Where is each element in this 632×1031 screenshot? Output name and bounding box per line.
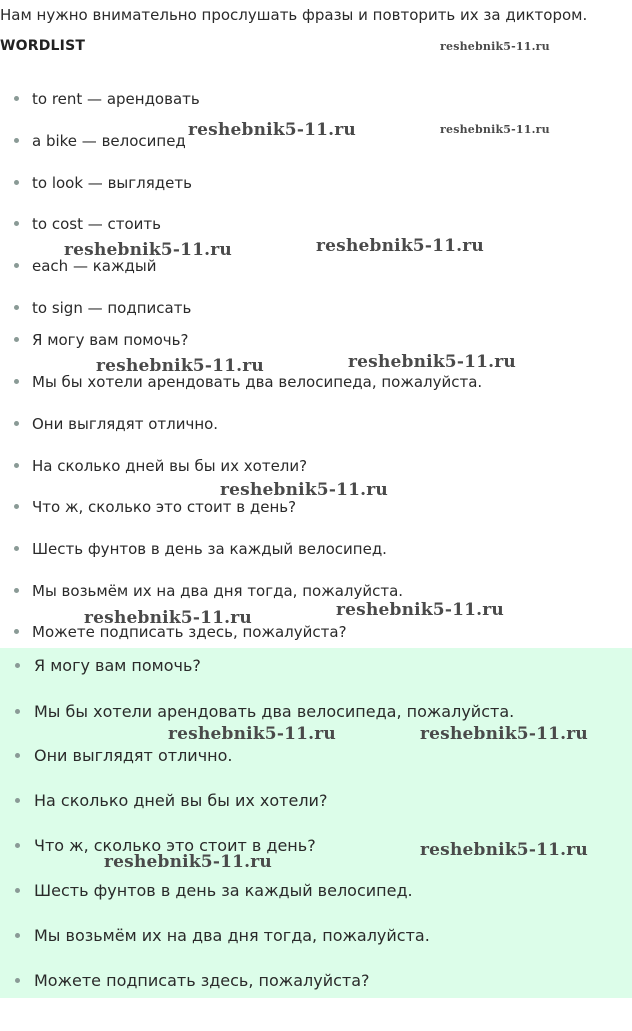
bullet-icon xyxy=(14,180,19,185)
bullet-icon xyxy=(15,933,20,938)
list-item xyxy=(15,970,370,992)
list-item-text: to rent — арендовать xyxy=(32,90,200,108)
watermark: reshebnik5-11.ru xyxy=(104,852,272,872)
list-item-text: Они выглядят отлично. xyxy=(34,746,233,765)
list-item-text: Что ж, сколько это стоит в день? xyxy=(32,498,297,516)
translation-block xyxy=(0,648,632,998)
watermark: reshebnik5-11.ru xyxy=(440,123,550,136)
bullet-icon xyxy=(14,504,19,509)
watermark: reshebnik5-11.ru xyxy=(84,608,252,628)
list-item xyxy=(14,455,307,477)
bullet-icon xyxy=(15,753,20,758)
list-item-text: Мы возьмём их на два дня тогда, пожалуйста. xyxy=(34,926,430,945)
list-item xyxy=(15,790,327,812)
bullet-icon xyxy=(14,96,19,101)
bullet-icon xyxy=(14,546,19,551)
watermark: reshebnik5-11.ru xyxy=(336,600,504,620)
list-item-text: each — каждый xyxy=(32,257,157,275)
list-item-text: Можете подписать здесь, пожалуйста? xyxy=(32,623,347,641)
watermark: reshebnik5-11.ru xyxy=(220,480,388,500)
bullet-icon xyxy=(15,978,20,983)
watermark: reshebnik5-11.ru xyxy=(168,724,336,744)
list-item-text: to look — выглядеть xyxy=(32,174,192,192)
bullet-icon xyxy=(14,629,19,634)
list-item xyxy=(14,329,188,351)
watermark: reshebnik5-11.ru xyxy=(440,40,550,53)
bullet-icon xyxy=(14,463,19,468)
bullet-icon xyxy=(15,843,20,848)
list-item xyxy=(15,701,514,723)
list-item xyxy=(14,88,200,110)
list-item xyxy=(15,925,430,947)
list-item-text: to cost — стоить xyxy=(32,215,161,233)
intro-text: Нам нужно внимательно прослушать фразы и повторить их за диктором. xyxy=(0,6,588,24)
list-item-text: Я могу вам помочь? xyxy=(32,331,189,349)
list-item xyxy=(14,413,218,435)
bullet-icon xyxy=(15,663,20,668)
list-item-text: Шесть фунтов в день за каждый велосипед. xyxy=(34,881,413,900)
bullet-icon xyxy=(14,263,19,268)
watermark: reshebnik5-11.ru xyxy=(420,840,588,860)
bullet-icon xyxy=(15,798,20,803)
bullet-icon xyxy=(14,421,19,426)
bullet-icon xyxy=(14,379,19,384)
watermark: reshebnik5-11.ru xyxy=(348,352,516,372)
bullet-icon xyxy=(15,888,20,893)
list-item-text: Мы бы хотели арендовать два велосипеда, пожалуйста. xyxy=(34,702,515,721)
bullet-icon xyxy=(14,337,19,342)
list-item xyxy=(14,580,403,602)
watermark: reshebnik5-11.ru xyxy=(64,240,232,260)
watermark: reshebnik5-11.ru xyxy=(188,120,356,140)
wordlist-heading: WORDLIST xyxy=(0,38,86,54)
list-item xyxy=(14,538,387,560)
list-item-text: Что ж, сколько это стоит в день? xyxy=(34,836,316,855)
watermark: reshebnik5-11.ru xyxy=(96,356,264,376)
list-item-text: a bike — велосипед xyxy=(32,132,186,150)
list-item-text: Я могу вам помочь? xyxy=(34,656,201,675)
list-item xyxy=(14,172,192,194)
list-item xyxy=(14,297,191,319)
list-item-text: Они выглядят отлично. xyxy=(32,415,219,433)
list-item-text: Шесть фунтов в день за каждый велосипед. xyxy=(32,540,387,558)
watermark: reshebnik5-11.ru xyxy=(420,724,588,744)
watermark: reshebnik5-11.ru xyxy=(316,236,484,256)
bullet-icon xyxy=(14,588,19,593)
list-item-text: Можете подписать здесь, пожалуйста? xyxy=(34,971,370,990)
bullet-icon xyxy=(15,709,20,714)
list-item xyxy=(15,655,201,677)
list-item-text: На сколько дней вы бы их хотели? xyxy=(34,791,328,810)
list-item-text: На сколько дней вы бы их хотели? xyxy=(32,457,308,475)
list-item xyxy=(14,213,161,235)
list-item xyxy=(15,745,232,767)
list-item-text: Мы возьмём их на два дня тогда, пожалуйста. xyxy=(32,582,404,600)
list-item-text: to sign — подписать xyxy=(32,299,192,317)
bullet-icon xyxy=(14,221,19,226)
list-item-text: Мы бы хотели арендовать два велосипеда, пожалуйста. xyxy=(32,373,483,391)
list-item xyxy=(15,880,413,902)
bullet-icon xyxy=(14,138,19,143)
bullet-icon xyxy=(14,305,19,310)
list-item xyxy=(14,130,186,152)
